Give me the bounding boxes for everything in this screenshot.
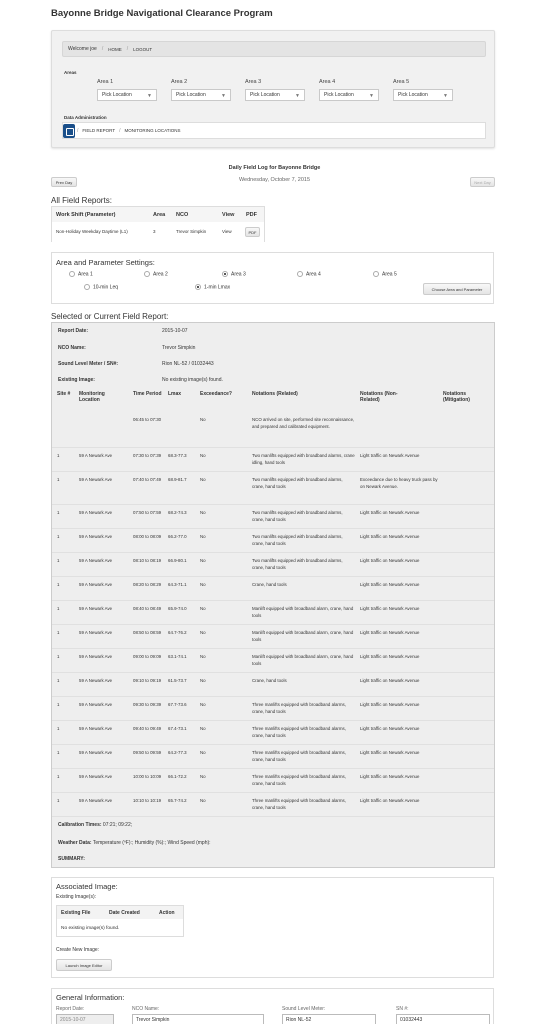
report-date-field[interactable]: 2015-10-07 [56, 1014, 114, 1024]
col-header: NCO [176, 212, 189, 218]
time-cell: 10:00 to 10:09 [133, 774, 162, 779]
meter-value: Rion NL-52 / 01032443 [162, 361, 214, 367]
exc-cell: No [200, 417, 206, 422]
lmax-cell: 67.4-73.1 [168, 726, 187, 731]
table-row [52, 721, 494, 745]
associated-image-panel [51, 877, 494, 978]
exc-cell: No [200, 558, 206, 563]
rel-cell: Two manlifts equipped with broadband alarms, crane, hand tools [252, 510, 343, 522]
chevron-down-icon: ▼ [443, 93, 448, 99]
time-cell: 08:50 to 08:59 [133, 630, 162, 635]
time-cell: 08:20 to 08:29 [133, 582, 162, 587]
meter-field-label: Sound Level Meter: [282, 1006, 326, 1012]
site-cell: 1 [57, 510, 60, 515]
time-cell: 09:10 to 09:19 [133, 678, 162, 683]
table-header [57, 906, 183, 919]
rel-cell: Manlift equipped with broadband alarm, crane, hand tools [252, 654, 354, 666]
exc-cell: No [200, 510, 206, 515]
area-4-group [319, 79, 379, 101]
area-3-value: Pick Location [250, 92, 280, 98]
area-radio-1[interactable] [69, 271, 93, 277]
col-header: Work Shift (Parameter) [56, 212, 116, 218]
time-cell: 09:40 to 09:49 [133, 726, 162, 731]
area-radio-3[interactable] [222, 271, 246, 277]
divider: / [126, 46, 129, 52]
rel-cell: Manlift equipped with broadband alarm, crane, hand tools [252, 630, 354, 642]
log-title: Daily Field Log for Bayonne Bridge [228, 165, 321, 171]
rel-cell: Two manlifts equipped with broadband alarms, crane, hand tools [252, 558, 343, 570]
area-4-label: Area 4 [319, 79, 336, 85]
site-cell: 1 [57, 630, 60, 635]
exc-cell: No [200, 453, 206, 458]
radio-icon [144, 271, 150, 277]
loc-cell: 59 A Newark Ave [79, 678, 113, 683]
exc-cell: No [200, 726, 206, 731]
divider: / [77, 127, 79, 134]
radio-icon [373, 271, 379, 277]
area-3-group [245, 79, 305, 101]
site-cell: 1 [57, 606, 60, 611]
site-cell: 1 [57, 477, 60, 482]
field-report-link[interactable]: FIELD REPORT [82, 128, 116, 133]
report-date-label: Report Date: [58, 328, 89, 334]
area-5-value: Pick Location [398, 92, 428, 98]
nco-label: NCO Name: [58, 345, 86, 351]
pdf-button[interactable]: PDF [245, 227, 260, 237]
table-row [52, 697, 494, 721]
time-cell: 09:00 to 09:09 [133, 654, 162, 659]
summary-label: SUMMARY: [58, 856, 85, 862]
sn-field-label: SN #: [396, 1006, 409, 1012]
home-link[interactable]: HOME [108, 46, 122, 52]
area-2-value: Pick Location [176, 92, 206, 98]
col-header: Lmax [168, 391, 182, 397]
calibration-value: 07:21; 09:22; [102, 822, 133, 828]
loc-cell: 59 A Newark Ave [79, 534, 113, 539]
loc-cell: 59 A Newark Ave [79, 558, 113, 563]
rel-cell: Three manlifts equipped with broadband alarms, crane, hand tools [252, 702, 346, 714]
rel-cell: Three manlifts equipped with broadband alarms, crane, hand tools [252, 726, 346, 738]
non-cell: Light traffic on Newark Avenue [360, 630, 420, 635]
time-cell: 06:45 to 07:30 [133, 417, 162, 422]
lmax-cell: 65.7-74.2 [168, 798, 187, 803]
area-radio-2[interactable] [144, 271, 168, 277]
site-cell: 1 [57, 654, 60, 659]
report-table-header [52, 389, 494, 412]
area-3-select[interactable] [245, 89, 305, 101]
exc-cell: No [200, 774, 206, 779]
loc-cell: 59 A Newark Ave [79, 750, 113, 755]
loc-cell: 59 A Newark Ave [79, 702, 113, 707]
loc-cell: 59 A Newark Ave [79, 606, 113, 611]
welcome-text: Welcome joe [68, 46, 97, 52]
exc-cell: No [200, 798, 206, 803]
weather-value: Temperature (ºF):; Humidity (%):; Wind Speed (mph): [92, 840, 211, 846]
time-cell: 08:40 to 08:49 [133, 606, 162, 611]
loc-cell: 59 A Newark Ave [79, 798, 113, 803]
general-info-panel [51, 988, 494, 1024]
area-cell: 3 [153, 229, 156, 234]
sn-field[interactable]: 01032443 [396, 1014, 490, 1024]
nco-field[interactable]: Trevor Simpkin [132, 1014, 264, 1024]
leq-label: 10-min Leq [93, 284, 119, 291]
site-cell: 1 [57, 702, 60, 707]
calibration-line [58, 822, 490, 828]
lmax-cell: 63.1-74.1 [168, 654, 187, 659]
rel-cell: Manlift equipped with broadband alarm, crane, hand tools [252, 606, 354, 618]
site-cell: 1 [57, 798, 60, 803]
areas-heading: Areas [64, 70, 77, 75]
table-row [52, 222, 264, 242]
table-row [52, 745, 494, 769]
radio-icon [297, 271, 303, 277]
time-cell: 08:10 to 08:19 [133, 558, 162, 563]
non-cell: Light traffic on Newark Avenue [360, 702, 420, 707]
divider: / [119, 127, 121, 134]
lmax-cell: 67.7-73.6 [168, 702, 187, 707]
exc-cell: No [200, 702, 206, 707]
area-radio-5[interactable] [373, 271, 397, 277]
lmax-cell: 66.9-80.1 [168, 558, 187, 563]
chevron-down-icon: ▼ [295, 93, 300, 99]
area-3-label: Area 3 [245, 79, 262, 85]
image-label: Existing Image: [58, 377, 95, 383]
table-row [52, 529, 494, 553]
prev-day-button[interactable]: Prev Day [51, 177, 77, 187]
lmax-cell: 66.2-77.0 [168, 534, 187, 539]
non-cell: Exceedance due to heavy truck pass by on Newark Avenue. [360, 477, 438, 489]
admin-bar [62, 122, 486, 139]
current-report-title: Selected or Current Field Report: [51, 312, 169, 321]
area-radio-label: Area 5 [382, 271, 397, 278]
col-header: Time Period [133, 391, 162, 397]
loc-cell: 59 A Newark Ave [79, 630, 113, 635]
area-5-group [393, 79, 453, 101]
exc-cell: No [200, 477, 206, 482]
exc-cell: No [200, 534, 206, 539]
next-day-button[interactable]: Next Day [470, 177, 495, 187]
welcome-bar [62, 41, 486, 57]
assoc-title: Associated Image: [56, 882, 118, 891]
chevron-down-icon: ▼ [221, 93, 226, 99]
col-header: Date Created [109, 910, 140, 916]
monitoring-locations-link[interactable]: MONITORING LOCATIONS [124, 128, 181, 133]
lmax-cell: 64.2-77.3 [168, 750, 187, 755]
table-row [52, 793, 494, 817]
table-row [52, 448, 494, 472]
table-row [52, 601, 494, 625]
non-cell: Light traffic on Newark Avenue [360, 510, 420, 515]
table-row [52, 769, 494, 793]
col-header: Notations (Non-Related) [360, 391, 398, 403]
site-cell: 1 [57, 534, 60, 539]
params-title: Area and Parameter Settings: [56, 258, 155, 267]
general-title: General Information: [56, 993, 125, 1002]
non-cell: Light traffic on Newark Avenue [360, 453, 420, 458]
table-row [52, 472, 494, 505]
launch-image-editor-button[interactable]: Launch Image Editor [56, 959, 112, 971]
exc-cell: No [200, 606, 206, 611]
nco-cell: Trevor Simpkin [176, 229, 207, 234]
exc-cell: No [200, 630, 206, 635]
col-header: Exceedance? [200, 391, 232, 397]
loc-cell: 59 A Newark Ave [79, 774, 113, 779]
calibration-label: Calibration Times: [58, 822, 102, 828]
site-cell: 1 [57, 582, 60, 587]
lmax-radio[interactable] [195, 284, 230, 290]
col-header: Notations (Related) [252, 391, 298, 397]
area-2-select[interactable] [171, 89, 231, 101]
area-1-label: Area 1 [97, 79, 114, 85]
time-cell: 10:10 to 10:19 [133, 798, 162, 803]
loc-cell: 59 A Newark Ave [79, 510, 113, 515]
table-row [52, 553, 494, 577]
site-cell: 1 [57, 774, 60, 779]
divider: / [101, 46, 104, 52]
area-1-group [97, 79, 157, 101]
area-5-label: Area 5 [393, 79, 410, 85]
col-header: Existing File [61, 910, 91, 916]
area-5-select[interactable] [393, 89, 453, 101]
nco-value: Trevor Simpkin [162, 345, 196, 351]
table-row [52, 625, 494, 649]
table-row [52, 577, 494, 601]
rel-cell: Three manlifts equipped with broadband alarms, crane, hand tools [252, 774, 346, 786]
exc-cell: No [200, 750, 206, 755]
non-cell: Light traffic on Newark Avenue [360, 678, 420, 683]
time-cell: 09:50 to 09:59 [133, 750, 162, 755]
all-reports-table [51, 206, 265, 242]
radio-selected-icon [222, 271, 228, 277]
non-cell: Light traffic on Newark Avenue [360, 534, 420, 539]
loc-cell: 59 A Newark Ave [79, 654, 113, 659]
shift-cell: Non-Holiday Weekday Daytime (L1) [56, 229, 128, 234]
choose-area-button[interactable]: Choose Area and Parameter [423, 283, 491, 295]
empty-message: No existing image(s) found. [61, 926, 120, 931]
app-title: Bayonne Bridge Navigational Clearance Program [51, 8, 273, 19]
site-cell: 1 [57, 678, 60, 683]
rel-cell: Two manlifts equipped with broadband alarms, crane, hand tools [252, 534, 343, 546]
lmax-cell: 64.3-71.1 [168, 582, 187, 587]
col-header: Site # [57, 391, 71, 397]
time-cell: 07:50 to 07:59 [133, 510, 162, 515]
area-1-select[interactable] [97, 89, 157, 101]
table-row [52, 412, 494, 448]
nco-field-label: NCO Name: [132, 1006, 160, 1012]
admin-icon [63, 124, 75, 138]
loc-cell: 59 A Newark Ave [79, 453, 113, 458]
weather-label: Weather Data: [58, 840, 92, 846]
col-header: Notations (Mitigation) [443, 391, 470, 403]
non-cell: Light traffic on Newark Avenue [360, 582, 420, 587]
area-2-group [171, 79, 231, 101]
non-cell: Light traffic on Newark Avenue [360, 558, 420, 563]
area-radio-label: Area 3 [231, 271, 246, 278]
rel-cell: Three manlifts equipped with broadband alarms, crane, hand tools [252, 750, 346, 762]
non-cell: Light traffic on Newark Avenue [360, 750, 420, 755]
time-cell: 08:00 to 08:09 [133, 534, 162, 539]
log-date: Wednesday, October 7, 2015 [238, 177, 311, 183]
logout-link[interactable]: LOGOUT [133, 46, 153, 52]
params-panel [51, 252, 494, 304]
report-date-field-label: Report Date: [56, 1006, 85, 1012]
lmax-cell: 64.7-76.2 [168, 630, 187, 635]
table-row [52, 649, 494, 673]
site-cell: 1 [57, 726, 60, 731]
area-2-label: Area 2 [171, 79, 188, 85]
lmax-cell: 68.9-81.7 [168, 477, 187, 482]
col-header: View [222, 212, 235, 218]
area-4-value: Pick Location [324, 92, 354, 98]
weather-line [58, 840, 490, 846]
table-row [52, 505, 494, 529]
radio-icon [84, 284, 90, 290]
col-header: Monitoring Location [79, 391, 105, 403]
current-report-panel [51, 322, 495, 868]
exc-cell: No [200, 582, 206, 587]
admin-heading: Data Administration [64, 115, 107, 120]
rel-cell: Two manlifts equipped with broadband alarms, crane idling, hand tools [252, 453, 355, 465]
non-cell: Light traffic on Newark Avenue [360, 654, 420, 659]
meter-label: Sound Level Meter / SN#: [58, 361, 119, 367]
top-panel [51, 30, 495, 148]
rel-cell: NCO arrived on site, performed site reconnaissance, and prepared and calibrated equipment. [252, 417, 355, 429]
existing-images-table [56, 905, 184, 937]
lmax-cell: 68.3-77.3 [168, 453, 187, 458]
lmax-cell: 66.1-72.2 [168, 774, 187, 779]
lmax-cell: 61.5-73.7 [168, 678, 187, 683]
lmax-cell: 68.2-74.3 [168, 510, 187, 515]
leq-radio[interactable] [84, 284, 118, 290]
chevron-down-icon: ▼ [147, 93, 152, 99]
site-cell: 1 [57, 750, 60, 755]
loc-cell: 59 A Newark Ave [79, 726, 113, 731]
view-link[interactable]: View [222, 229, 232, 234]
area-radio-label: Area 2 [153, 271, 168, 278]
time-cell: 09:30 to 09:39 [133, 702, 162, 707]
report-date-value: 2015-10-07 [162, 328, 188, 334]
loc-cell: 59 A Newark Ave [79, 582, 113, 587]
col-header: Area [153, 212, 166, 218]
area-4-select[interactable] [319, 89, 379, 101]
loc-cell: 59 A Newark Ave [79, 477, 113, 482]
all-reports-title: All Field Reports: [51, 196, 112, 205]
table-row [52, 673, 494, 697]
create-label: Create New Image: [56, 947, 100, 953]
area-radio-4[interactable] [297, 271, 321, 277]
rel-cell: Crane, hand tools [252, 582, 287, 587]
image-value: No existing image(s) found. [162, 377, 223, 383]
site-cell: 1 [57, 453, 60, 458]
lmax-cell: 65.9-74.0 [168, 606, 187, 611]
radio-selected-icon [195, 284, 201, 290]
radio-icon [69, 271, 75, 277]
non-cell: Light traffic on Newark Avenue [360, 774, 420, 779]
site-cell: 1 [57, 558, 60, 563]
time-cell: 07:30 to 07:39 [133, 453, 162, 458]
area-1-value: Pick Location [102, 92, 132, 98]
rel-cell: Crane, hand tools [252, 678, 287, 683]
lmax-label: 1-min Lmax [204, 284, 231, 291]
area-radio-label: Area 4 [306, 271, 321, 278]
exc-cell: No [200, 678, 206, 683]
time-cell: 07:40 to 07:49 [133, 477, 162, 482]
col-header: Action [159, 910, 175, 916]
rel-cell: Three manlifts equipped with broadband alarms, crane, hand tools [252, 798, 346, 810]
existing-label: Existing Image(s): [56, 894, 97, 900]
area-radio-label: Area 1 [78, 271, 93, 278]
rel-cell: Two manlifts equipped with broadband alarms, crane, hand tools [252, 477, 343, 489]
chevron-down-icon: ▼ [369, 93, 374, 99]
non-cell: Light traffic on Newark Avenue [360, 798, 420, 803]
non-cell: Light traffic on Newark Avenue [360, 726, 420, 731]
col-header: PDF [246, 212, 257, 218]
meter-field[interactable]: Rion NL-52 [282, 1014, 376, 1024]
exc-cell: No [200, 654, 206, 659]
non-cell: Light traffic on Newark Avenue [360, 606, 420, 611]
